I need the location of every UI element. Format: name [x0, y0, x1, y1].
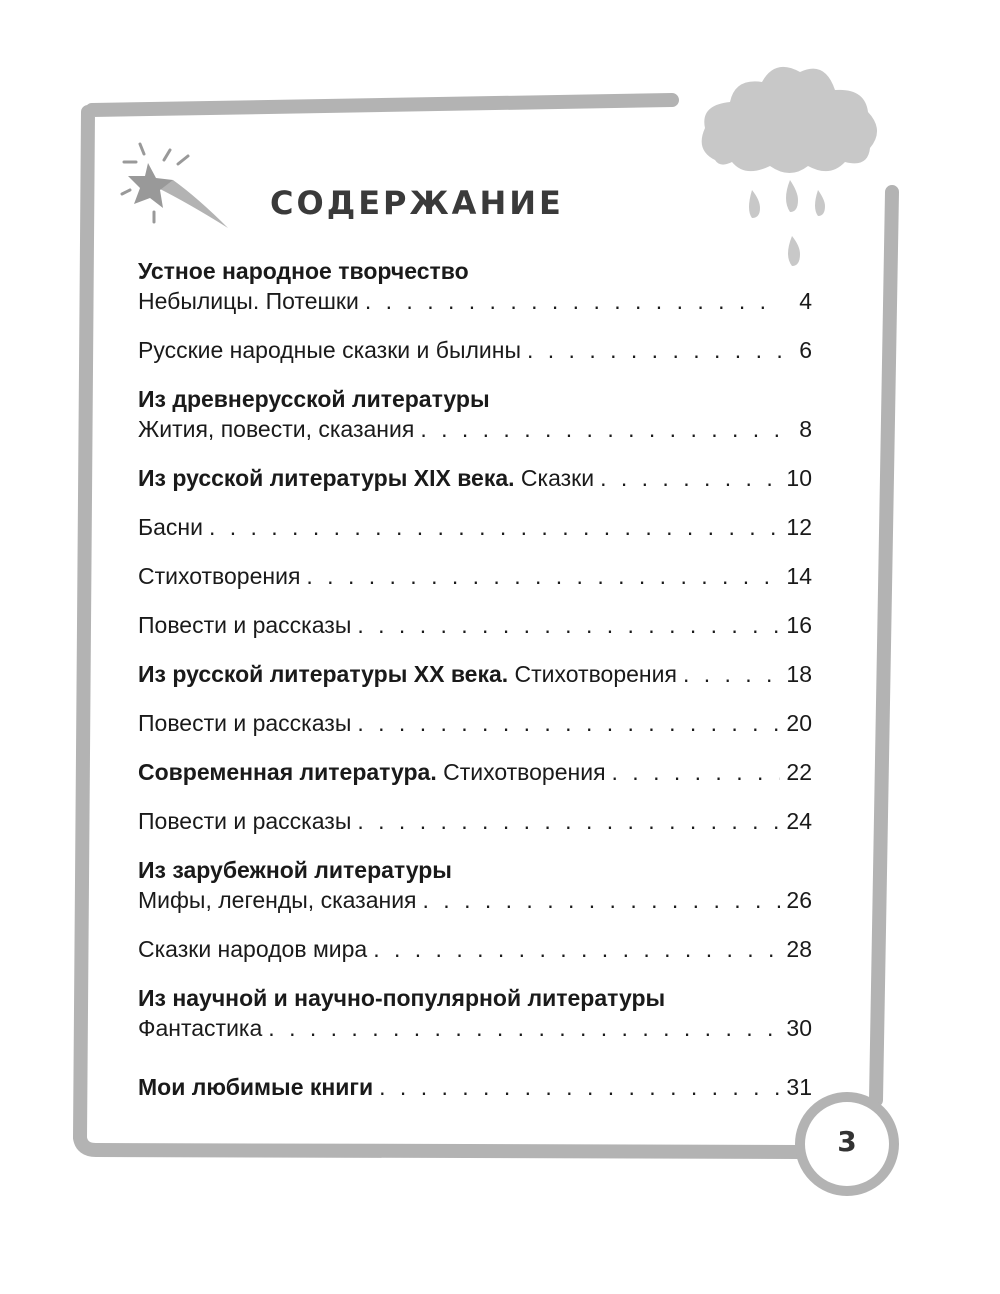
- page-number: 3: [837, 1125, 857, 1158]
- toc-entry-page: 16: [786, 612, 812, 638]
- toc-entry-page: 24: [786, 808, 812, 834]
- toc-entry-label: Русские народные сказки и былины: [138, 337, 521, 363]
- toc-entry[interactable]: [138, 885, 812, 915]
- toc-entry-page: 12: [786, 514, 812, 540]
- toc-entry[interactable]: [138, 610, 812, 640]
- table-of-contents: [138, 256, 812, 1102]
- dot-leader: [209, 512, 780, 542]
- section-heading-modern: Современная литература.: [138, 759, 437, 785]
- dot-leader: [527, 335, 782, 365]
- toc-entry[interactable]: [138, 934, 812, 964]
- toc-entry-page: 18: [786, 661, 812, 687]
- toc-entry-page: 28: [786, 936, 812, 962]
- section-heading-foreign: Из зарубежной литературы: [138, 857, 452, 883]
- dot-leader: [600, 463, 780, 493]
- toc-entry[interactable]: [138, 335, 812, 365]
- toc-entry[interactable]: [138, 708, 812, 738]
- toc-entry-page: 8: [799, 416, 812, 442]
- dot-leader: [365, 286, 782, 316]
- toc-entry[interactable]: [138, 286, 812, 316]
- toc-entry-label: [138, 659, 677, 689]
- toc-entry-page: 20: [786, 710, 812, 736]
- toc-entry-label: [138, 1072, 373, 1102]
- toc-entry-label: Мифы, легенды, сказания: [138, 887, 417, 913]
- toc-entry[interactable]: [138, 1013, 812, 1043]
- dot-leader: [683, 659, 780, 689]
- toc-entry-label: Повести и рассказы: [138, 710, 352, 736]
- toc-entry-page: 22: [786, 759, 812, 785]
- section-heading-xix: Из русской литературы XIX века.: [138, 465, 515, 491]
- section-heading-science: Из научной и научно-популярной литературы: [138, 985, 666, 1011]
- dot-leader: [357, 610, 780, 640]
- toc-entry[interactable]: [138, 414, 812, 444]
- section-heading-oral: Устное народное творчество: [138, 258, 469, 284]
- toc-entry[interactable]: [138, 561, 812, 591]
- toc-entry[interactable]: [138, 757, 812, 787]
- toc-entry-label: Стихотворения: [138, 563, 301, 589]
- page-title: содержание: [270, 171, 564, 225]
- shooting-star-icon: [118, 128, 248, 238]
- toc-entry-label: Сказки народов мира: [138, 936, 368, 962]
- toc-entry-label: Фантастика: [138, 1015, 263, 1041]
- toc-entry-label: [138, 757, 606, 787]
- toc-entry-label: Повести и рассказы: [138, 808, 352, 834]
- section-heading-xx: Из русской литературы XX века.: [138, 661, 509, 687]
- toc-entry-label: Жития, повести, сказания: [138, 416, 415, 442]
- dot-leader: [357, 708, 780, 738]
- toc-entry-page: 10: [786, 465, 812, 491]
- dot-leader: [379, 1072, 780, 1102]
- rain-cloud-icon: [690, 50, 890, 280]
- dot-leader: [357, 806, 780, 836]
- toc-entry-page: 4: [799, 288, 812, 314]
- toc-entry-page: 30: [786, 1015, 812, 1041]
- dot-leader: [423, 885, 781, 915]
- dot-leader: [612, 757, 781, 787]
- dot-leader: [373, 934, 780, 964]
- toc-entry-page: 31: [786, 1074, 812, 1100]
- toc-entry-label: Повести и рассказы: [138, 612, 352, 638]
- toc-entry-sublabel: Стихотворения: [508, 661, 677, 687]
- toc-entry-label: Басни: [138, 514, 203, 540]
- dot-leader: [268, 1013, 780, 1043]
- dot-leader: [306, 561, 780, 591]
- section-heading-favorites: Мои любимые книги: [138, 1074, 374, 1100]
- toc-entry-page: 14: [786, 563, 812, 589]
- toc-entry-sublabel: Стихотворения: [436, 759, 606, 785]
- toc-entry[interactable]: [138, 463, 812, 493]
- toc-entry-page: 26: [786, 887, 812, 913]
- toc-entry-label: Небылицы. Потешки: [138, 288, 359, 314]
- toc-entry-page: 6: [799, 337, 812, 363]
- toc-entry[interactable]: [138, 659, 812, 689]
- toc-entry-label: [138, 463, 594, 493]
- toc-entry-sublabel: Сказки: [514, 465, 595, 491]
- toc-entry[interactable]: [138, 806, 812, 836]
- dot-leader: [420, 414, 782, 444]
- toc-entry[interactable]: [138, 512, 812, 542]
- toc-entry[interactable]: [138, 1072, 812, 1102]
- section-heading-old: Из древнерусской литературы: [138, 386, 490, 412]
